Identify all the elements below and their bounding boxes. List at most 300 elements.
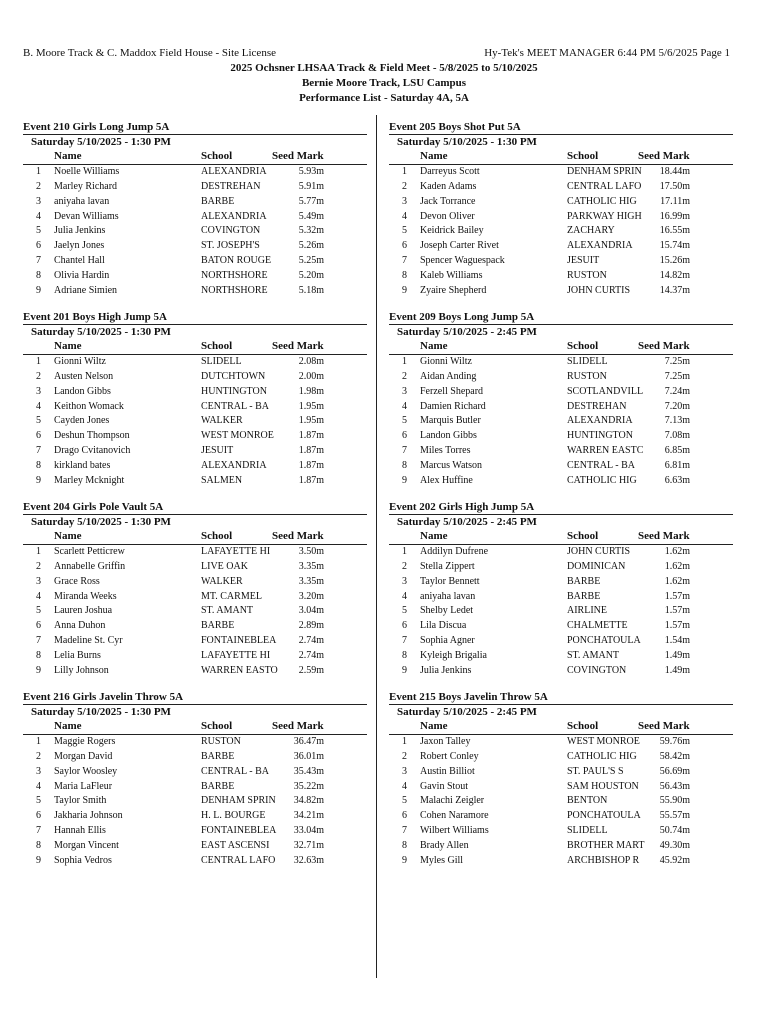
school-name: WARREN EASTO — [201, 664, 278, 676]
seed-mark: 5.49m — [298, 210, 324, 222]
entry-row — [23, 634, 367, 649]
event-block — [23, 120, 367, 310]
entry-place: 6 — [36, 810, 41, 822]
entry-place: 1 — [402, 736, 407, 747]
athlete-name: Brady Allen — [420, 839, 469, 851]
athlete-name: Marley Mcknight — [54, 474, 125, 486]
entry-place: 6 — [36, 620, 41, 632]
school-header: School — [567, 340, 599, 352]
entry-row — [389, 839, 733, 854]
seed-mark: 3.50m — [298, 546, 324, 557]
school-name: ST. AMANT — [567, 649, 620, 661]
seed-mark: 59.76m — [659, 736, 690, 747]
athlete-name: Keithon Womack — [54, 400, 124, 412]
school-name: SCOTLANDVILL — [567, 385, 644, 397]
name-header: Name — [54, 530, 82, 542]
athlete-name: Kyleigh Brigalia — [420, 649, 487, 661]
school-name: JESUIT — [567, 255, 600, 267]
entry-place: 6 — [36, 430, 41, 442]
school-name: ALEXANDRIA — [201, 459, 267, 471]
entry-row — [389, 180, 733, 195]
name-header: Name — [54, 720, 82, 732]
column-headers — [389, 150, 733, 165]
entry-row — [389, 750, 733, 765]
entry-place: 2 — [402, 750, 407, 762]
seed-mark: 1.62m — [664, 575, 690, 587]
athlete-name: Anna Duhon — [54, 620, 106, 632]
event-block — [389, 500, 733, 690]
name-header: Name — [420, 340, 448, 352]
athlete-name: Cayden Jones — [54, 415, 110, 427]
athlete-name: Jakharia Johnson — [54, 810, 123, 822]
school-name: FONTAINEBLEA — [201, 825, 277, 837]
athlete-name: aniyaha lavan — [54, 195, 110, 207]
seed-mark: 2.08m — [298, 356, 324, 367]
athlete-name: Gionni Wiltz — [54, 356, 106, 367]
school-name: ALEXANDRIA — [567, 240, 633, 252]
seed-mark: 5.25m — [298, 255, 324, 267]
entry-place: 6 — [402, 810, 407, 822]
school-name: SALMEN — [201, 474, 243, 486]
athlete-name: Sophia Agner — [420, 635, 475, 647]
seed-mark: 1.49m — [664, 649, 690, 661]
entry-place: 1 — [36, 736, 41, 747]
athlete-name: Zyaire Shepherd — [420, 284, 487, 296]
event-title: Event 201 Boys High Jump 5A — [23, 311, 167, 323]
seed-mark: 7.25m — [664, 356, 690, 367]
school-name: ZACHARY — [567, 225, 615, 237]
column-divider — [376, 115, 377, 978]
entry-place: 4 — [402, 400, 407, 412]
page-header-row — [23, 47, 730, 61]
event-title: Event 204 Girls Pole Vault 5A — [23, 501, 164, 513]
column-headers — [23, 340, 367, 355]
entry-row — [389, 854, 733, 869]
performance-list-title: Performance List - Saturday 4A, 5A — [299, 92, 469, 104]
school-name: LAFAYETTE HI — [201, 546, 271, 557]
entry-list — [23, 355, 367, 489]
seed-mark: 16.55m — [659, 225, 690, 237]
entry-row — [389, 224, 733, 239]
athlete-name: Cohen Naramore — [420, 810, 489, 822]
seed-mark: 2.59m — [298, 664, 324, 676]
entry-row — [23, 195, 367, 210]
name-header: Name — [420, 150, 448, 162]
school-name: CENTRAL LAFO — [567, 180, 642, 192]
seed-mark: 6.81m — [664, 459, 690, 471]
school-name: WEST MONROE — [201, 430, 274, 442]
entry-row — [23, 269, 367, 284]
school-name: DOMINICAN — [567, 560, 626, 572]
school-name: PONCHATOULA — [567, 635, 641, 647]
seed-mark: 5.91m — [298, 180, 324, 192]
seed-mark: 34.82m — [293, 795, 324, 807]
entry-row — [389, 619, 733, 634]
seed-mark: 32.71m — [293, 839, 324, 851]
school-name: DUTCHTOWN — [201, 370, 266, 382]
event-block — [23, 500, 367, 690]
school-name: ALEXANDRIA — [567, 415, 633, 427]
athlete-name: Damien Richard — [420, 400, 486, 412]
entry-row — [23, 254, 367, 269]
athlete-name: Gavin Stout — [420, 780, 469, 792]
school-name: ALEXANDRIA — [201, 210, 267, 222]
seed-mark: 58.42m — [659, 750, 690, 762]
seed-mark: 14.37m — [659, 284, 690, 296]
right-column — [389, 120, 733, 880]
entry-row — [389, 370, 733, 385]
entry-place: 3 — [402, 195, 407, 207]
entry-place: 2 — [402, 370, 407, 382]
seed-mark: 36.47m — [293, 736, 324, 747]
athlete-name: aniyaha lavan — [420, 590, 476, 602]
athlete-name: Gionni Wiltz — [420, 356, 472, 367]
athlete-name: Aidan Anding — [420, 370, 477, 382]
school-name: ST. AMANT — [201, 605, 254, 617]
entry-place: 9 — [402, 664, 407, 676]
seed-mark: 2.00m — [298, 370, 324, 382]
athlete-name: Olivia Hardin — [54, 269, 110, 281]
event-title: Event 216 Girls Javelin Throw 5A — [23, 691, 184, 703]
seed-mark: 7.24m — [664, 385, 690, 397]
seed-mark: 55.90m — [659, 795, 690, 807]
entry-place: 7 — [36, 825, 41, 837]
athlete-name: Maggie Rogers — [54, 736, 116, 747]
school-header: School — [567, 150, 599, 162]
athlete-name: Robert Conley — [420, 750, 479, 762]
entry-row — [23, 604, 367, 619]
athlete-name: Devon Oliver — [420, 210, 475, 222]
school-name: CATHOLIC HIG — [567, 750, 637, 762]
entry-place: 3 — [36, 385, 41, 397]
school-name: CENTRAL LAFO — [201, 854, 276, 866]
school-name: CATHOLIC HIG — [567, 195, 637, 207]
entry-row — [23, 414, 367, 429]
session-datetime: Saturday 5/10/2025 - 2:45 PM — [397, 326, 537, 338]
seed-mark: 7.13m — [664, 415, 690, 427]
entry-place: 8 — [36, 459, 41, 471]
athlete-name: Kaden Adams — [420, 180, 477, 192]
seed-mark: 7.25m — [664, 370, 690, 382]
athlete-name: Kaleb Williams — [420, 269, 483, 281]
seed-mark: 18.44m — [659, 166, 690, 177]
entry-place: 7 — [402, 825, 407, 837]
entry-place: 5 — [36, 605, 41, 617]
entry-row — [23, 224, 367, 239]
entry-place: 1 — [402, 166, 407, 177]
school-name: BENTON — [567, 795, 608, 807]
entry-row — [389, 560, 733, 575]
school-name: BARBE — [567, 575, 601, 587]
entry-place: 2 — [402, 180, 407, 192]
athlete-name: Marcus Watson — [420, 459, 483, 471]
athlete-name: Chantel Hall — [54, 255, 105, 267]
seed-mark: 34.21m — [293, 810, 324, 822]
school-name: RUSTON — [567, 269, 607, 281]
entry-place: 3 — [402, 385, 407, 397]
event-block — [389, 120, 733, 310]
event-block — [23, 310, 367, 500]
entry-row — [23, 180, 367, 195]
entry-list — [23, 735, 367, 869]
seed-mark: 5.32m — [298, 225, 324, 237]
seed-mark: 35.22m — [293, 780, 324, 792]
athlete-name: Lelia Burns — [54, 649, 101, 661]
entry-row — [23, 400, 367, 415]
athlete-name: Devan Williams — [54, 210, 119, 222]
athlete-name: Lila Discua — [420, 620, 467, 632]
entry-row — [389, 385, 733, 400]
school-name: BARBE — [567, 590, 601, 602]
athlete-name: kirkland bates — [54, 459, 111, 471]
seed-mark: 1.87m — [298, 474, 324, 486]
school-name: SAM HOUSTON — [567, 780, 639, 792]
seed-mark-header: Seed Mark — [638, 150, 690, 162]
entry-place: 9 — [36, 474, 41, 486]
venue-title: Bernie Moore Track, LSU Campus — [301, 77, 467, 89]
athlete-name: Austen Nelson — [54, 370, 114, 382]
entry-row — [23, 239, 367, 254]
athlete-name: Marley Richard — [54, 180, 118, 192]
school-name: BARBE — [201, 750, 235, 762]
seed-mark: 15.74m — [659, 240, 690, 252]
entry-row — [23, 765, 367, 780]
school-name: WARREN EASTC — [567, 445, 644, 457]
entry-row — [23, 459, 367, 474]
school-name: HUNTINGTON — [567, 430, 633, 442]
event-title: Event 205 Boys Shot Put 5A — [389, 121, 521, 133]
school-name: EAST ASCENSI — [201, 839, 270, 851]
school-name: CENTRAL - BA — [567, 459, 635, 471]
athlete-name: Taylor Bennett — [420, 575, 480, 587]
school-header: School — [201, 720, 233, 732]
entry-row — [23, 649, 367, 664]
school-name: WEST MONROE — [567, 736, 640, 747]
entry-place: 9 — [402, 474, 407, 486]
athlete-name: Deshun Thompson — [54, 430, 130, 442]
entry-row — [389, 590, 733, 605]
entry-row — [23, 545, 367, 560]
entry-list — [389, 165, 733, 299]
entry-place: 8 — [36, 839, 41, 851]
session-datetime: Saturday 5/10/2025 - 1:30 PM — [31, 136, 171, 148]
entry-row — [389, 269, 733, 284]
athlete-name: Noelle Williams — [54, 166, 120, 177]
athlete-name: Addilyn Dufrene — [420, 546, 489, 557]
entry-row — [389, 195, 733, 210]
entry-row — [389, 575, 733, 590]
seed-mark: 15.26m — [659, 255, 690, 267]
athlete-name: Maria LaFleur — [54, 780, 113, 792]
meet-title: 2025 Ochsner LHSAA Track & Field Meet - 5/8/2025 to 5/10/2025 — [230, 62, 538, 74]
seed-mark: 1.87m — [298, 445, 324, 457]
school-name: RUSTON — [567, 370, 607, 382]
athlete-name: Landon Gibbs — [54, 385, 111, 397]
seed-mark: 1.62m — [664, 546, 690, 557]
entry-row — [23, 355, 367, 370]
seed-mark: 1.49m — [664, 664, 690, 676]
entry-place: 6 — [402, 620, 407, 632]
seed-mark: 56.69m — [659, 765, 690, 777]
athlete-name: Miles Torres — [420, 445, 471, 457]
athlete-name: Landon Gibbs — [420, 430, 477, 442]
seed-mark: 49.30m — [659, 839, 690, 851]
athlete-name: Sophia Vedros — [54, 854, 112, 866]
school-name: CENTRAL - BA — [201, 765, 269, 777]
seed-mark: 35.43m — [293, 765, 324, 777]
seed-mark: 7.08m — [664, 430, 690, 442]
seed-mark: 17.50m — [659, 180, 690, 192]
seed-mark: 2.89m — [298, 620, 324, 632]
event-title: Event 209 Boys Long Jump 5A — [389, 311, 535, 323]
meet-manager-stamp: Hy-Tek's MEET MANAGER 6:44 PM 5/6/2025 Page 1 — [484, 47, 730, 59]
seed-mark-header: Seed Mark — [638, 340, 690, 352]
entry-row — [23, 165, 367, 180]
entry-place: 5 — [36, 415, 41, 427]
entry-row — [23, 619, 367, 634]
seed-mark: 5.20m — [298, 269, 324, 281]
seed-mark: 14.82m — [659, 269, 690, 281]
entry-place: 5 — [402, 415, 407, 427]
seed-mark: 2.74m — [298, 635, 324, 647]
school-name: DENHAM SPRIN — [201, 795, 276, 807]
entry-row — [23, 560, 367, 575]
event-block — [389, 690, 733, 880]
entry-row — [23, 664, 367, 679]
school-name: WALKER — [201, 575, 243, 587]
school-name: COVINGTON — [201, 225, 261, 237]
school-name: BATON ROUGE — [201, 255, 272, 267]
school-name: SLIDELL — [567, 825, 608, 837]
school-name: SLIDELL — [567, 356, 608, 367]
seed-mark-header: Seed Mark — [272, 150, 324, 162]
column-headers — [23, 530, 367, 545]
athlete-name: Morgan David — [54, 750, 113, 762]
entry-place: 2 — [36, 370, 41, 382]
entry-place: 9 — [36, 664, 41, 676]
school-name: CHALMETTE — [567, 620, 628, 632]
entry-place: 4 — [36, 590, 41, 602]
seed-mark: 45.92m — [659, 854, 690, 866]
school-header: School — [567, 530, 599, 542]
entry-row — [23, 794, 367, 809]
athlete-name: Miranda Weeks — [54, 590, 117, 602]
entry-place: 6 — [402, 430, 407, 442]
entry-row — [389, 545, 733, 560]
athlete-name: Ferzell Shepard — [420, 385, 484, 397]
entry-place: 1 — [402, 356, 407, 367]
school-name: RUSTON — [201, 736, 241, 747]
athlete-name: Lauren Joshua — [54, 605, 113, 617]
entry-row — [23, 750, 367, 765]
school-header: School — [201, 150, 233, 162]
school-header: School — [201, 530, 233, 542]
athlete-name: Morgan Vincent — [54, 839, 119, 851]
seed-mark: 3.35m — [298, 575, 324, 587]
event-title: Event 202 Girls High Jump 5A — [389, 501, 535, 513]
entry-row — [389, 634, 733, 649]
left-column — [23, 120, 367, 880]
entry-place: 2 — [402, 560, 407, 572]
entry-row — [23, 854, 367, 869]
seed-mark-header: Seed Mark — [272, 720, 324, 732]
athlete-name: Taylor Smith — [54, 795, 107, 807]
session-datetime: Saturday 5/10/2025 - 1:30 PM — [397, 136, 537, 148]
entry-row — [389, 254, 733, 269]
entry-place: 4 — [402, 210, 407, 222]
athlete-name: Keidrick Bailey — [420, 225, 484, 237]
entry-place: 9 — [402, 854, 407, 866]
athlete-name: Drago Cvitanovich — [54, 445, 131, 457]
event-block — [23, 690, 367, 880]
session-datetime: Saturday 5/10/2025 - 1:30 PM — [31, 326, 171, 338]
seed-mark: 1.95m — [298, 415, 324, 427]
entry-row — [23, 590, 367, 605]
entry-row — [23, 575, 367, 590]
seed-mark: 56.43m — [659, 780, 690, 792]
entry-row — [389, 474, 733, 489]
athlete-name: Wilbert Williams — [420, 825, 489, 837]
entry-row — [389, 765, 733, 780]
event-block — [389, 310, 733, 500]
school-name: BROTHER MART — [567, 839, 645, 851]
athlete-name: Julia Jenkins — [420, 664, 472, 676]
seed-mark: 36.01m — [293, 750, 324, 762]
seed-mark: 5.77m — [298, 195, 324, 207]
entry-place: 8 — [402, 839, 407, 851]
athlete-name: Shelby Ledet — [420, 605, 474, 617]
entry-place: 9 — [402, 284, 407, 296]
school-name: ST. JOSEPH'S — [201, 240, 260, 252]
school-name: CATHOLIC HIG — [567, 474, 637, 486]
entry-place: 5 — [402, 605, 407, 617]
entry-place: 1 — [402, 546, 407, 557]
athlete-name: Hannah Ellis — [54, 825, 106, 837]
seed-mark: 1.57m — [664, 605, 690, 617]
seed-mark: 16.99m — [659, 210, 690, 222]
athlete-name: Malachi Zeigler — [420, 795, 485, 807]
entry-place: 4 — [402, 780, 407, 792]
athlete-name: Lilly Johnson — [54, 664, 109, 676]
seed-mark: 1.87m — [298, 459, 324, 471]
entry-row — [23, 824, 367, 839]
entry-row — [23, 429, 367, 444]
school-name: BARBE — [201, 195, 235, 207]
school-header: School — [567, 720, 599, 732]
entry-row — [23, 284, 367, 299]
seed-mark: 55.57m — [659, 810, 690, 822]
entry-list — [23, 545, 367, 679]
entry-place: 6 — [402, 240, 407, 252]
entry-place: 2 — [36, 560, 41, 572]
session-datetime: Saturday 5/10/2025 - 2:45 PM — [397, 516, 537, 528]
entry-row — [23, 809, 367, 824]
school-name: H. L. BOURGE — [201, 810, 266, 822]
column-headers — [389, 720, 733, 735]
school-name: ST. PAUL'S S — [567, 765, 624, 777]
school-name: ARCHBISHOP R — [567, 854, 640, 866]
entry-place: 7 — [36, 445, 41, 457]
name-header: Name — [54, 340, 82, 352]
entry-place: 5 — [36, 795, 41, 807]
seed-mark-header: Seed Mark — [638, 530, 690, 542]
entry-place: 2 — [36, 750, 41, 762]
school-name: NORTHSHORE — [201, 284, 268, 296]
column-headers — [389, 340, 733, 355]
seed-mark: 3.35m — [298, 560, 324, 572]
seed-mark: 1.54m — [664, 635, 690, 647]
athlete-name: Stella Zippert — [420, 560, 475, 572]
